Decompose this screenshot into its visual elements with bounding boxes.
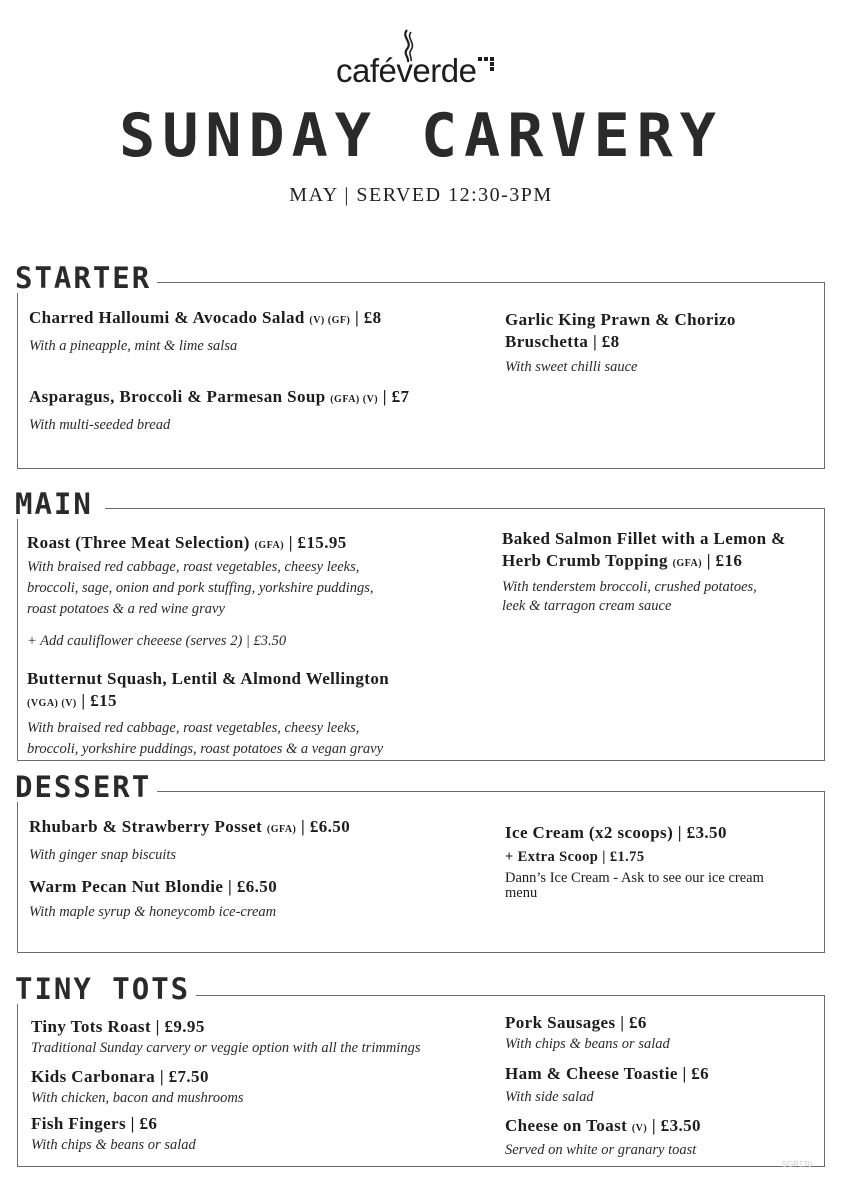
menu-item [505,822,815,901]
logo-dots-icon [478,57,494,71]
item-description: With chips & beans or salad [31,1137,196,1153]
item-description: With multi-seeded bread [29,417,171,433]
brand-logo: caféverde [336,52,477,89]
item-description: With chicken, bacon and mushrooms [31,1090,244,1106]
menu-item [29,386,489,436]
menu-item [505,309,815,378]
item-price: | £3.50 [677,823,727,842]
document-code: SGP170 [781,1160,812,1169]
item-name-cont: Herb Crumb Topping [502,551,668,570]
item-tags: (VGA) (V) [27,698,77,709]
item-name: Warm Pecan Nut Blondie [29,877,224,896]
item-price: | £7.50 [159,1067,209,1086]
item-name: Butternut Squash, Lentil & Almond Wellington [27,669,390,688]
item-price: | £6.50 [301,817,351,836]
item-tags: (V) (GF) [309,315,351,326]
item-name: Cheese on Toast [505,1116,628,1135]
item-tags: (GFA) [672,558,703,569]
item-description: broccoli, yorkshire puddings, roast potatoes & a vegan gravy [27,741,384,757]
item-name: Charred Halloumi & Avocado Salad [29,308,305,327]
item-tags: (GFA) (V) [330,394,379,405]
item-note: Dann’s Ice Cream - Ask to see our ice cream [505,870,764,886]
item-tags: (V) [631,1123,648,1134]
page-subtitle: MAY | SERVED 12:30-3PM [289,184,553,206]
item-description: Traditional Sunday carvery or veggie option with all the trimmings [31,1040,421,1056]
item-description: With braised red cabbage, roast vegetables, cheesy leeks, [27,559,360,575]
item-name: Asparagus, Broccoli & Parmesan Soup [29,387,326,406]
menu-item [505,1063,815,1108]
menu-item [31,1016,491,1059]
item-price: | £15.95 [288,533,347,552]
item-price: | £15 [81,691,117,710]
item-description: With sweet chilli sauce [505,359,638,375]
item-description: With a pineapple, mint & lime salsa [29,338,238,354]
item-price: | £6 [620,1013,647,1032]
item-price: | £6 [682,1064,710,1083]
item-price: | £16 [706,551,743,570]
item-price: | £6 [130,1114,158,1133]
menu-item [27,532,487,652]
item-description: roast potatoes & a red wine gravy [27,601,225,617]
item-description: With tenderstem broccoli, crushed potatoes, [502,579,757,595]
item-name: Garlic King Prawn & Chorizo [505,310,736,329]
item-tags: (GFA) [266,824,297,835]
item-name: Rhubarb & Strawberry Posset [29,817,263,836]
item-price: | £6.50 [228,877,278,896]
item-description: Served on white or granary toast [505,1142,697,1158]
item-extra: + Extra Scoop | £1.75 [505,849,645,865]
item-description: With ginger snap biscuits [29,847,177,863]
item-name: Tiny Tots Roast [31,1017,152,1036]
menu-item [505,1012,815,1055]
menu-item [29,816,489,866]
item-description: With braised red cabbage, roast vegetables, cheesy leeks, [27,720,360,736]
menu-item [29,307,489,357]
menu-item [29,876,489,923]
item-price: | £9.95 [155,1017,205,1036]
item-description: With maple syrup & honeycomb ice-cream [29,904,277,920]
section-heading-starter: STARTER [15,264,157,293]
item-price: | £7 [382,387,410,406]
page-title: SUNDAY CARVERY [119,101,723,171]
item-price: | £8 [592,332,620,351]
menu-item [31,1066,491,1109]
item-price: | £8 [354,308,382,327]
section-heading-dessert: DESSERT [15,773,157,802]
item-name: Kids Carbonara [31,1067,156,1086]
menu-item [505,1115,815,1161]
item-description: With chips & beans or salad [505,1036,670,1052]
item-description: With side salad [505,1089,594,1105]
item-name: Roast (Three Meat Selection) [27,533,250,552]
item-name: Fish Fingers [31,1114,126,1133]
section-heading-main: MAIN [15,490,99,519]
item-description: broccoli, sage, onion and pork stuffing, yorkshire puddings, [27,580,374,596]
item-note: menu [505,885,538,901]
item-name: Pork Sausages [505,1013,616,1032]
item-name-cont: Bruschetta [505,332,589,351]
item-price: | £3.50 [651,1116,701,1135]
item-name: Ice Cream (x2 scoops) [505,823,674,842]
menu-item [27,668,487,760]
menu-item [502,528,820,616]
item-description: leek & tarragon cream sauce [502,598,672,614]
section-heading-tiny-tots: TINY TOTS [15,975,196,1004]
item-name: Ham & Cheese Toastie [505,1064,678,1083]
menu-item [31,1113,491,1156]
item-addon: + Add cauliflower cheeese (serves 2) | £3.50 [27,633,287,649]
item-name: Baked Salmon Fillet with a Lemon & [502,529,786,548]
item-tags: (GFA) [254,540,285,551]
